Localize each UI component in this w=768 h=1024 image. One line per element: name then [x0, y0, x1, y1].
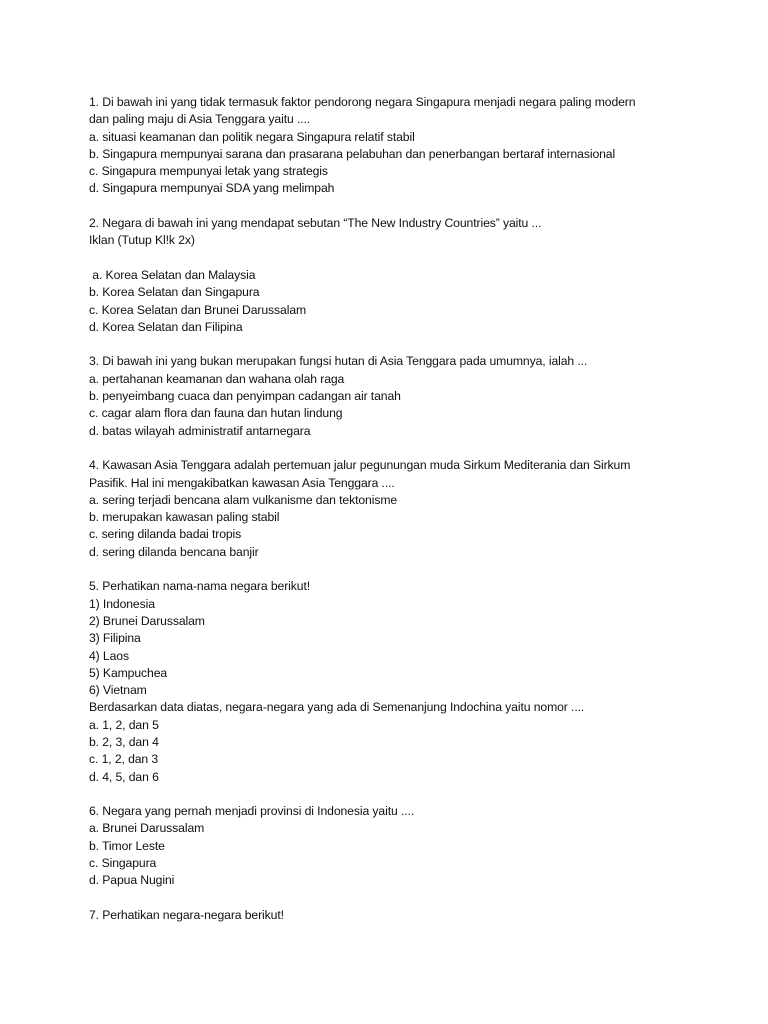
text-line: 2. Negara di bawah ini yang mendapat sebutan “The New Industry Countries” yaitu ...: [89, 216, 542, 231]
text-line: d. Papua Nugini: [89, 873, 175, 888]
text-line: a. Brunei Darussalam: [89, 821, 205, 836]
blank-line: [89, 336, 749, 353]
text-line: b. Singapura mempunyai sarana dan prasarana pelabuhan dan penerbangan bertaraf internasional: [89, 146, 616, 161]
text-line: d. sering dilanda bencana banjir: [89, 544, 259, 559]
text-line: 2) Brunei Darussalam: [89, 613, 205, 628]
blank-line: [89, 198, 749, 215]
text-line: d. Singapura mempunyai SDA yang melimpah: [89, 181, 335, 196]
text-line: Pasifik. Hal ini mengakibatkan kawasan Asia Tenggara ....: [89, 475, 395, 490]
text-line: Iklan (Tutup Kl!k 2x): [89, 233, 195, 248]
text-line: 3) Filipina: [89, 631, 141, 646]
text-line: 5) Kampuchea: [89, 665, 168, 680]
text-line: b. penyeimbang cuaca dan penyimpan cadangan air tanah: [89, 389, 401, 404]
text-line: b. Timor Leste: [89, 838, 165, 853]
text-line: c. Singapura mempunyai letak yang strategis: [89, 164, 328, 179]
blank-line: [89, 561, 749, 578]
blank-line: [89, 890, 749, 907]
text-line: b. merupakan kawasan paling stabil: [89, 510, 280, 525]
text-line: c. cagar alam flora dan fauna dan hutan lindung: [89, 406, 343, 421]
text-line: a. 1, 2, dan 5: [89, 717, 159, 732]
text-line: a. sering terjadi bencana alam vulkanisme dan tektonisme: [89, 492, 398, 507]
text-line: d. Korea Selatan dan Filipina: [89, 319, 243, 334]
text-line: 6) Vietnam: [89, 683, 147, 698]
document-page: [89, 94, 749, 924]
text-line: 7. Perhatikan negara-negara berikut!: [89, 907, 284, 922]
text-line: d. batas wilayah administratif antarnegara: [89, 423, 311, 438]
text-line: a. Korea Selatan dan Malaysia: [89, 267, 256, 282]
text-line: d. 4, 5, dan 6: [89, 769, 159, 784]
text-line: 6. Negara yang pernah menjadi provinsi di Indonesia yaitu ....: [89, 804, 415, 819]
text-line: c. 1, 2, dan 3: [89, 752, 159, 767]
text-line: dan paling maju di Asia Tenggara yaitu ....: [89, 112, 311, 127]
text-line: c. Singapura: [89, 856, 157, 871]
blank-line: [89, 250, 749, 267]
text-line: 4) Laos: [89, 648, 129, 663]
text-line: b. 2, 3, dan 4: [89, 734, 159, 749]
text-line: a. situasi keamanan dan politik negara Singapura relatif stabil: [89, 129, 415, 144]
text-line: c. sering dilanda badai tropis: [89, 527, 242, 542]
text-line: 3. Di bawah ini yang bukan merupakan fungsi hutan di Asia Tenggara pada umumnya, ialah ...: [89, 354, 588, 369]
text-line: a. pertahanan keamanan dan wahana olah raga: [89, 371, 345, 386]
blank-line: [89, 440, 749, 457]
text-line: c. Korea Selatan dan Brunei Darussalam: [89, 302, 307, 317]
text-line: 4. Kawasan Asia Tenggara adalah pertemuan jalur pegunungan muda Sirkum Mediterania dan Sirkum: [89, 458, 631, 473]
blank-line: [89, 786, 749, 803]
text-line: b. Korea Selatan dan Singapura: [89, 285, 260, 300]
text-line: Berdasarkan data diatas, negara-negara yang ada di Semenanjung Indochina yaitu nomor ....: [89, 700, 585, 715]
text-line: 1. Di bawah ini yang tidak termasuk faktor pendorong negara Singapura menjadi negara paling modern: [89, 95, 636, 109]
text-line: 5. Perhatikan nama-nama negara berikut!: [89, 579, 311, 594]
text-line: 1) Indonesia: [89, 596, 155, 611]
